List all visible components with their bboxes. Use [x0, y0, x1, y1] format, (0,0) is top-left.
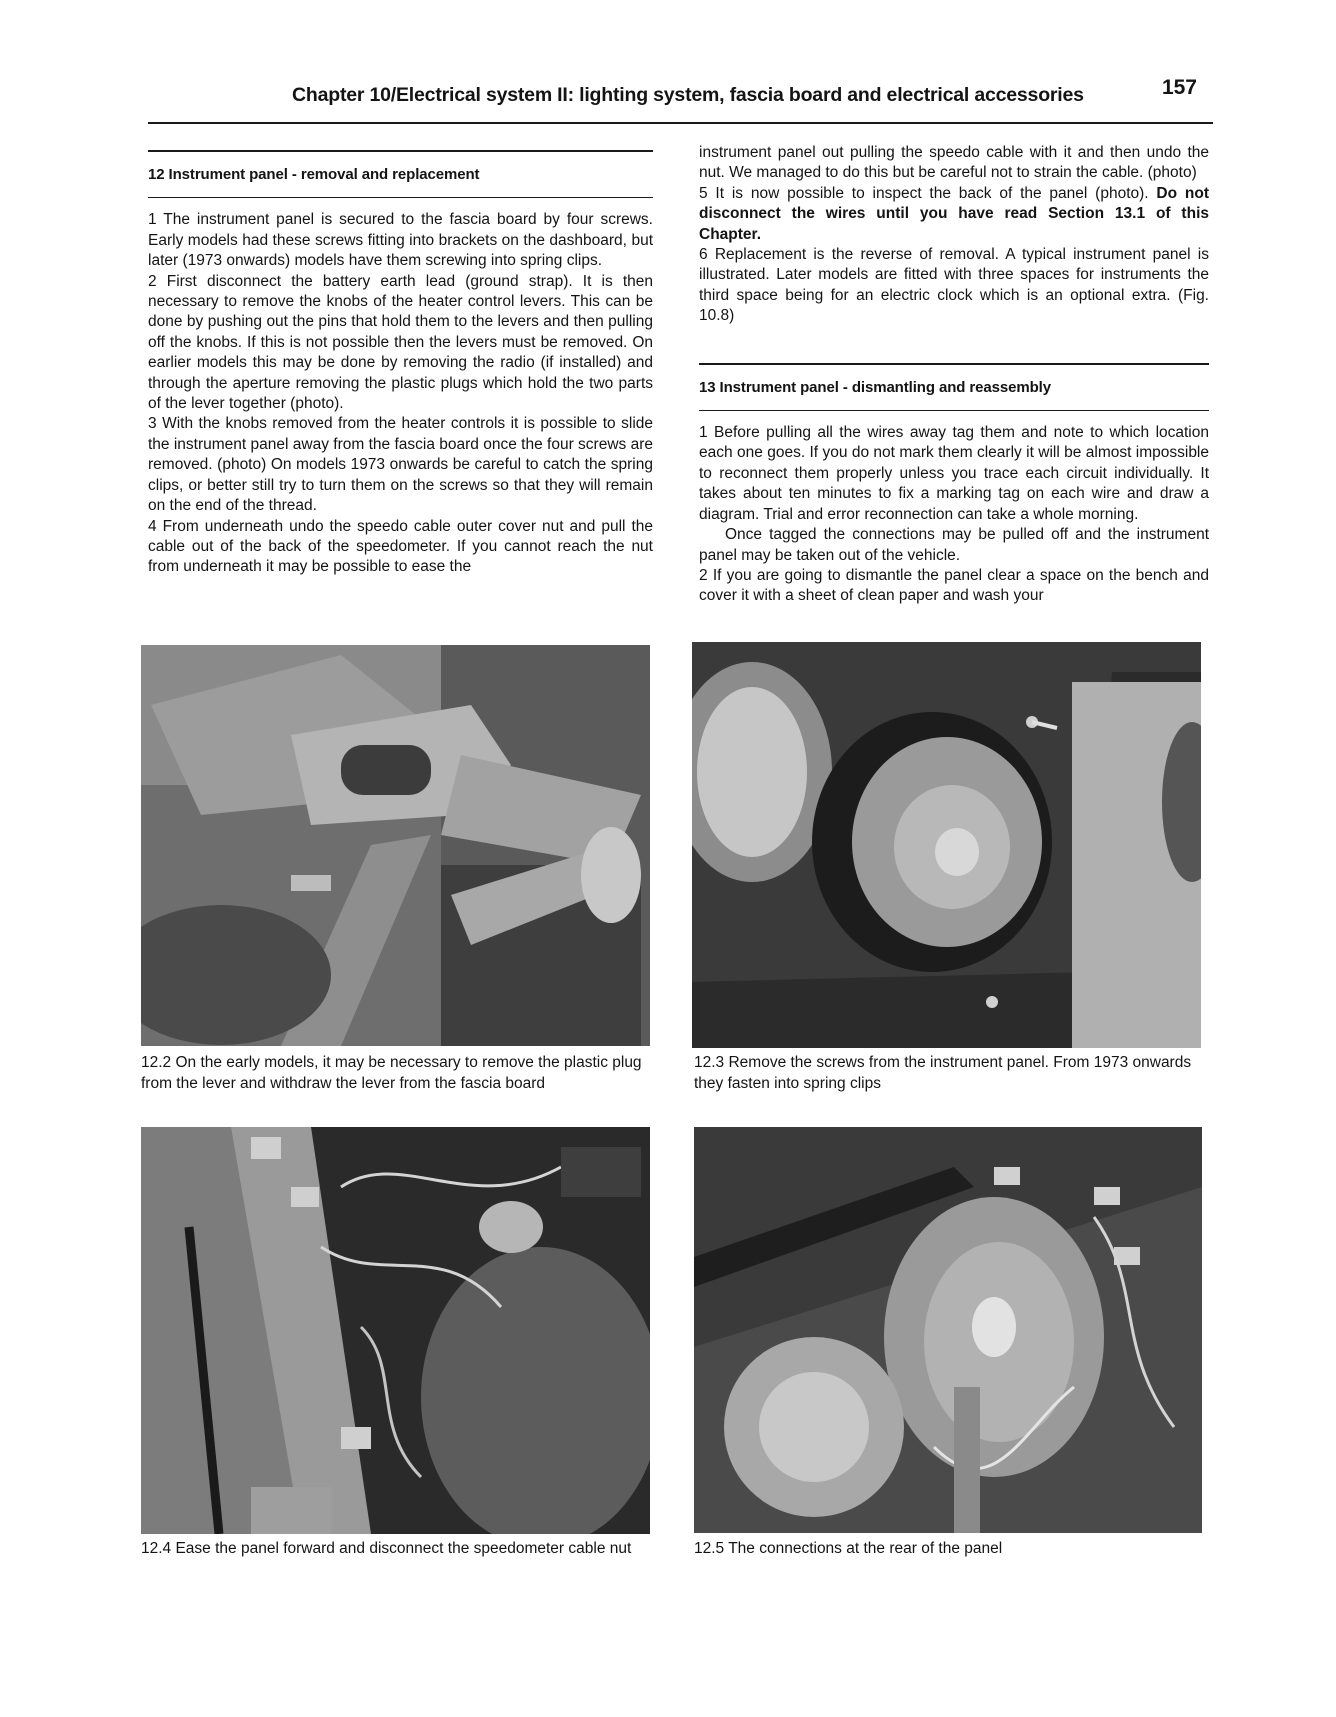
paragraph-13-2: 2 If you are going to dismantle the panel clear a space on the bench and cover it with a sheet of clean paper and wash your: [699, 566, 1209, 605]
caption-12-4: 12.4 Ease the panel forward and disconnect the speedometer cable nut: [141, 1540, 632, 1557]
section-13-heading: [699, 363, 1209, 411]
paragraph-12-4: 4 From underneath undo the speedo cable outer cover nut and pull the cable out of the back of the speedometer. If you cannot reach the nut from underneath it may be possible to ease the: [148, 517, 653, 576]
photo-12-3: [692, 642, 1201, 1048]
caption-12-2: 12.2 On the early models, it may be necessary to remove the plastic plug from the lever and withdraw the lever from the fascia board: [141, 1054, 642, 1092]
photo-12-5: [694, 1127, 1202, 1533]
section-13-title: 13 Instrument panel - dismantling and reassembly: [699, 378, 1051, 396]
header-rule: [148, 122, 1213, 124]
left-column: [148, 150, 653, 578]
right-column: [699, 143, 1209, 607]
paragraph-12-1: 1 The instrument panel is secured to the fascia board by four screws. Early models had these screws fitting into brackets on the dashboard, but later (1973 onwards) models have them screwing into spring clips.: [148, 211, 653, 270]
paragraph-12-5-warning: Do not disconnect the wires until you have read Section 13.1 of this Chapter.: [699, 184, 1209, 243]
paragraph-13-1b: Once tagged the connections may be pulled off and the instrument panel may be taken out of the vehicle.: [699, 526, 1209, 564]
photo-12-4: [141, 1127, 650, 1534]
paragraph-13-1: 1 Before pulling all the wires away tag them and note to which location each one goes. If you do not mark them clearly it will be almost impossible to reconnect them properly unless you trace each circuit individually. It takes about ten minutes to fix a marking tag on each wire and draw a diagram. Trial and error reconnection can take a whole morning.: [699, 424, 1209, 523]
section-12-heading: [148, 150, 653, 198]
caption-12-3: 12.3 Remove the screws from the instrument panel. From 1973 onwards they fasten into spring clips: [694, 1054, 1192, 1092]
paragraph-12-2: 2 First disconnect the battery earth lead (ground strap). It is then necessary to remove the knobs of the heater control levers. This can be done by pushing out the pins that hold them to the levers and then pulling off the knobs. If this is not possible then the levers must be removed. On earlier models this may be done by removing the radio (if installed) and through the aperture removing the plastic plugs which hold the two parts of the lever together (photo).: [148, 272, 653, 413]
page-number: 157: [1161, 76, 1197, 99]
section-12-title: 12 Instrument panel - removal and replacement: [148, 166, 480, 183]
caption-12-5: 12.5 The connections at the rear of the panel: [694, 1540, 1003, 1557]
section-rule-bottom: [699, 410, 1209, 411]
paragraph-12-5: [699, 184, 1209, 245]
paragraph-12-6: 6 Replacement is the reverse of removal. A typical instrument panel is illustrated. Later models are fitted with three spaces for instruments the third space being for an electric clock which is an optional extra. (Fig. 10.8): [699, 246, 1209, 325]
section-rule-bottom: [148, 197, 653, 198]
paragraph-12-3: 3 With the knobs removed from the heater controls it is possible to slide the instrument panel away from the fascia board once the four screws are removed. (photo) On models 1973 onwards be careful to catch the spring clips, or better still try to turn them on the screws so that they will remain on the end of the thread.: [148, 415, 653, 515]
photo-12-2: [141, 645, 650, 1046]
paragraph-12-4-continued: instrument panel out pulling the speedo cable with it and then undo the nut. We managed to do this but be careful not to strain the cable. (photo): [699, 144, 1209, 182]
paragraph-12-5-text: 5 It is now possible to inspect the back of the panel (photo).: [699, 184, 1149, 202]
chapter-title: Chapter 10/Electrical system II: lighting system, fascia board and electrical accessories: [292, 84, 1084, 106]
